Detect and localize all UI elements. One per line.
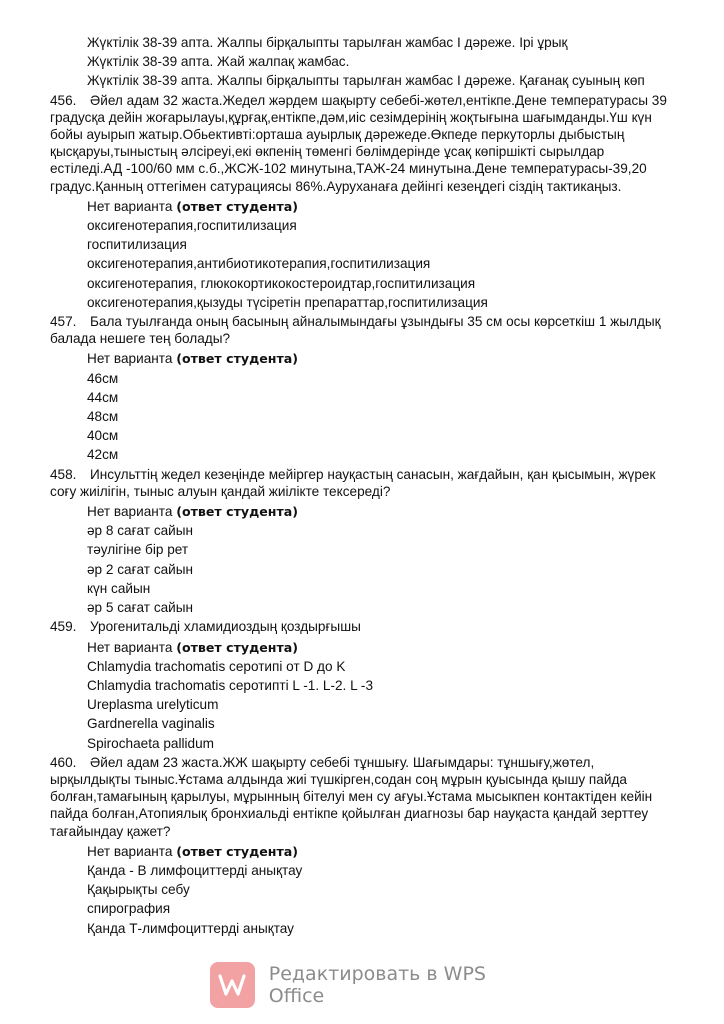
check-icon: [67, 677, 83, 693]
option-text: Ureplasma urelyticum: [87, 697, 219, 713]
answer-option: [50, 695, 672, 714]
cross-icon: [67, 503, 83, 519]
cross-icon: [67, 53, 83, 69]
option-text: госпитилизация: [87, 237, 187, 253]
student-answer-note: (ответ студента): [176, 639, 299, 655]
cross-icon: [67, 541, 83, 557]
check-icon: [67, 900, 83, 916]
answer-option: [50, 861, 672, 880]
option-text: Нет варианта: [87, 639, 173, 655]
option-text: тәулігіне бір рет: [87, 542, 189, 558]
answer-option-no-variant: [50, 842, 672, 861]
wps-edit-label[interactable]: Редактировать в WPS Office: [268, 963, 486, 1007]
answer-option-correct: [50, 293, 672, 312]
cross-icon: [67, 735, 83, 751]
answer-option-no-variant: [50, 638, 672, 657]
option-text: Жүктілік 38-39 апта. Жалпы бірқалыпты тарылған жамбас I дәреже. Қағанақ суының көп: [87, 73, 645, 89]
cross-icon: [67, 920, 83, 936]
answer-option: [50, 235, 672, 254]
check-icon: [67, 34, 83, 50]
option-text: Қанда Т-лимфоциттерді анықтау: [87, 920, 294, 936]
option-text: 48см: [87, 409, 119, 425]
cross-icon: [67, 236, 83, 252]
option-text: оксигенотерапия,антибиотикотерапия,госпитилизация: [87, 256, 431, 272]
option-text: әр 2 сағат сайын: [87, 561, 194, 577]
answer-option: [50, 407, 672, 426]
cross-icon: [67, 198, 83, 214]
question-number: 456.: [50, 92, 77, 108]
answer-option: [50, 445, 672, 464]
question-text: [50, 92, 672, 195]
option-text: 40см: [87, 428, 119, 444]
cross-icon: [67, 522, 83, 538]
option-text: әр 5 сағат сайын: [87, 600, 194, 616]
answer-option: [50, 734, 672, 753]
answer-option: [50, 274, 672, 293]
check-icon: [67, 370, 83, 386]
answer-option-correct: [50, 369, 672, 388]
check-icon: [67, 294, 83, 310]
student-answer-note: (ответ студента): [176, 198, 299, 214]
answer-option: [50, 521, 672, 540]
option-text: спирография: [87, 901, 171, 917]
cross-icon: [67, 408, 83, 424]
question-body: Бала туылғанда оның басының айналымындағы ұзындығы 35 см осы көрсеткіш 1 жылдық балада нешеге тең болады?: [50, 314, 661, 347]
answer-option-correct: [50, 560, 672, 579]
cross-icon: [67, 427, 83, 443]
option-text: оксигенотерапия, глюкокортикокостероидтар,госпитилизация: [87, 275, 476, 291]
option-text: Нет варианта: [87, 198, 173, 214]
cross-icon: [67, 843, 83, 859]
question-body: Әйел адам 23 жаста.ЖЖ шақырту себебі тұншығу. Шағымдары: тұншығу,жөтел, ырқылдықты тыныс.Ұстама алдында жиі түшкірген,содан соң мұрын қуысында қышу пайда болған,тамағының қарылуы, мұрынның бітелуі мен су ағуы.Ұстама мысыкпен контактіден кейін пайда болған,Атопиялық бронхиальді ентікпе қойылған диагнозы бар науқаста қандай зерттеу тағайындау қажет?: [50, 754, 653, 839]
cross-icon: [67, 275, 83, 291]
option-text: Қақырықты себу: [87, 882, 190, 898]
cross-icon: [67, 862, 83, 878]
cross-icon: [67, 881, 83, 897]
cross-icon: [67, 599, 83, 615]
cross-icon: [67, 580, 83, 596]
student-answer-note: (ответ студента): [176, 504, 299, 520]
answer-option-correct: [50, 676, 672, 695]
question-text: [50, 466, 672, 500]
student-answer-note: (ответ студента): [176, 351, 299, 367]
answer-option: [50, 598, 672, 617]
answer-option-no-variant: [50, 197, 672, 216]
option-text: Қанда - В лимфоциттерді анықтау: [87, 862, 303, 878]
question-body: Урогенитальді хламидиоздың қоздырғышы: [90, 619, 361, 635]
option-text: Жүктілік 38-39 апта. Жалпы бірқалыпты тарылған жамбас I дәреже. Ірі ұрық: [87, 35, 568, 50]
answer-option: [50, 426, 672, 445]
quiz-content: [50, 33, 672, 938]
option-text: Chlamydia trachomatis серотипі от D до K: [87, 658, 346, 674]
answer-option: [50, 216, 672, 235]
cross-icon: [67, 217, 83, 233]
option-text: Нет варианта: [87, 843, 173, 859]
option-text: 42см: [87, 447, 119, 463]
option-text: Spirochaeta pallidum: [87, 735, 214, 751]
question-body: Әйел адам 32 жаста.Жедел жәрдем шақырту себебі-жөтел,ентікпе.Дене температурасы 39 градусқа дейін жоғарылауы,құрғақ,ентікпе,дәм,иіс сезімдерінің жоқтығына шағымданды.Үш күн бойы ауырып жатыр.Обьективті:орташа ауырлық дәрежеде.Өкпеде перкуторлы дыбыстың қысқаруы,тыныстың әлсіреуі,екі өкпенің төменгі бөлімдерінде ұсақ көпіршікті сырылдар естіледі.АД -100/60 мм с.б.,ЖСЖ-102 минутына,ТАЖ-24 минутына.Дене температурасы-39,20 градус.Қанның оттегімен сатурациясы 86%.Ауруханаға дейінгі кезеңдегі сіздің тактикаңыз.: [50, 92, 667, 194]
option-text: күн сайын: [87, 580, 151, 596]
check-icon: [67, 561, 83, 577]
cross-icon: [67, 446, 83, 462]
cross-icon: [67, 658, 83, 674]
question-text: [50, 618, 672, 635]
answer-option: [50, 52, 672, 71]
answer-option-correct: [50, 899, 672, 918]
question-number: 457.: [50, 314, 77, 330]
question-number: 458.: [50, 466, 77, 482]
answer-option: [50, 388, 672, 407]
answer-option: [50, 254, 672, 273]
cross-icon: [67, 715, 83, 731]
cross-icon: [67, 350, 83, 366]
wps-logo-icon[interactable]: [210, 962, 255, 1008]
question-number: 460.: [50, 754, 77, 770]
question-text: [50, 313, 672, 347]
answer-option-no-variant: [50, 502, 672, 521]
option-text: 46см: [87, 370, 119, 386]
option-text: Жүктілік 38-39 апта. Жай жалпақ жамбас.: [87, 54, 350, 70]
question-number: 459.: [50, 619, 77, 635]
cross-icon: [67, 389, 83, 405]
cross-icon: [67, 255, 83, 271]
answer-option: [50, 71, 672, 90]
cross-icon: [67, 639, 83, 655]
option-text: 44см: [87, 389, 119, 405]
answer-option: [50, 919, 672, 938]
answer-option: [50, 540, 672, 559]
option-text: оксигенотерапия,қызуды түсіретін препараттар,госпитилизация: [87, 294, 488, 310]
answer-option-correct: [50, 33, 672, 52]
answer-option: [50, 657, 672, 676]
cross-icon: [67, 696, 83, 712]
option-text: Gardnerella vaginalis: [87, 716, 215, 732]
answer-option: [50, 714, 672, 733]
wps-edit-banner[interactable]: [210, 962, 540, 1008]
option-text: Chlamydia trachomatis серотипті L -1. L-2. L -3: [87, 677, 374, 693]
question-body: Инсульттің жедел кезеңінде мейіргер науқастың санасын, жағдайын, қан қысымын, жүрек соғу жиілігін, тыныс алуын қандай жиілікте тексереді?: [50, 466, 656, 499]
option-text: әр 8 сағат сайын: [87, 523, 194, 539]
wps-w-icon: [217, 972, 247, 998]
option-text: оксигенотерапия,госпитилизация: [87, 218, 297, 234]
option-text: Нет варианта: [87, 351, 173, 367]
student-answer-note: (ответ студента): [176, 843, 299, 859]
answer-option: [50, 579, 672, 598]
answer-option: [50, 880, 672, 899]
cross-icon: [67, 72, 83, 88]
answer-option-no-variant: [50, 349, 672, 368]
option-text: Нет варианта: [87, 504, 173, 520]
question-text: [50, 754, 672, 840]
